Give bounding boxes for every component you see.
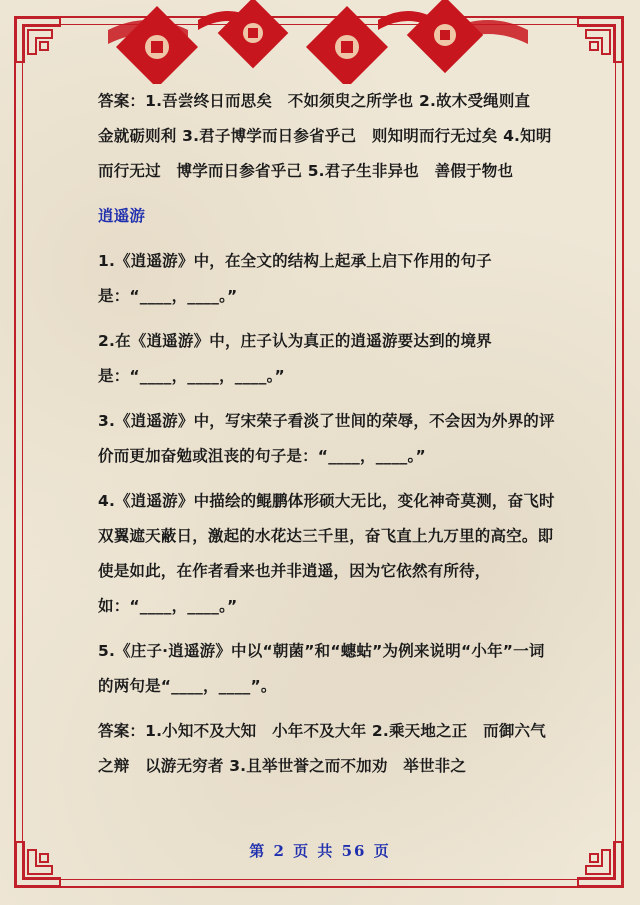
corner-ornament-icon	[14, 16, 62, 64]
main-content	[98, 84, 560, 794]
question-item: 2.在《逍遥游》中，庄子认为真正的逍遥游要达到的境界是：“____，____，____。”	[98, 332, 492, 385]
question-item: 5.《庄子·逍遥游》中以“朝菌”和“蟪蛄”为例来说明“小年”一词的两句是“____，____”。	[98, 642, 545, 695]
section-title: 逍遥游	[98, 207, 146, 225]
festive-banner-icon	[108, 0, 528, 84]
page-number: 第 2 页 共 56 页	[249, 842, 391, 860]
question-item: 1.《逍遥游》中，在全文的结构上起承上启下作用的句子是：“____，____。”	[98, 252, 492, 305]
answer-block: 答案：1.吾尝终日而思矣 不如须臾之所学也 2.故木受绳则直 金就砺则利 3.君子博学而日参省乎己 则知明而行无过矣 4.知明而行无过 博学而日参省乎己 5.君子生非异也 善假于物也	[98, 92, 552, 180]
question-item: 4.《逍遥游》中描绘的鲲鹏体形硕大无比，变化神奇莫测，奋飞时双翼遮天蔽日，激起的水花达三千里，奋飞直上九万里的高空。即使是如此，在作者看来也并非逍遥，因为它依然有所待，如：“____，____。”	[98, 492, 555, 615]
corner-ornament-icon	[576, 16, 624, 64]
answer-block: 答案：1.小知不及大知 小年不及大年 2.乘天地之正 而御六气之辩 以游无穷者 3.且举世誉之而不加劝 举世非之	[98, 722, 546, 775]
question-item: 3.《逍遥游》中，写宋荣子看淡了世间的荣辱，不会因为外界的评价而更加奋勉或沮丧的句子是：“____，____。”	[98, 412, 555, 465]
